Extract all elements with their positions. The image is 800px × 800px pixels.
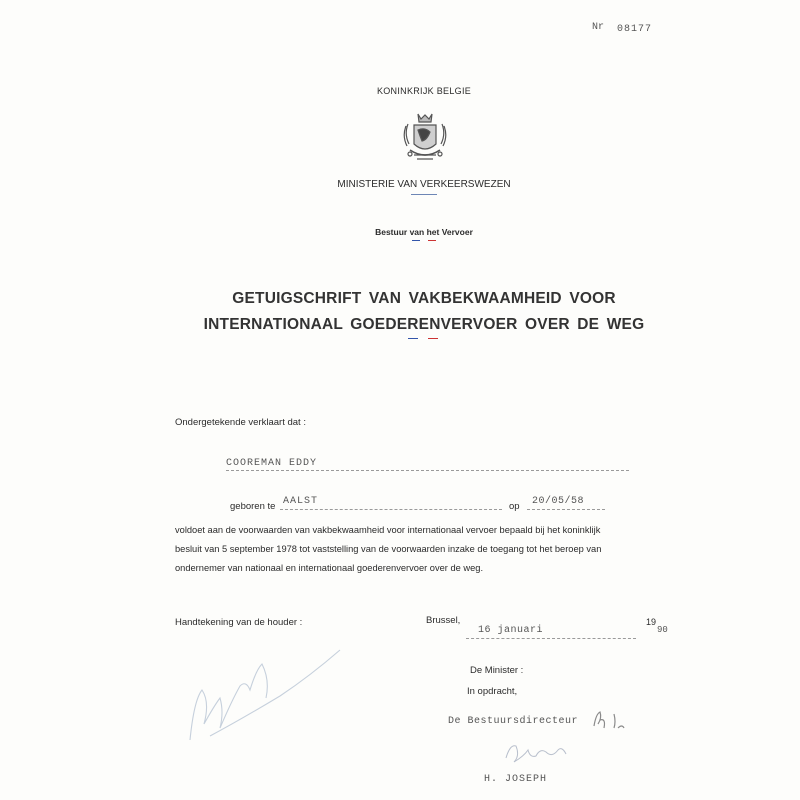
director-signature [500, 736, 570, 770]
date-dotted-line [527, 509, 605, 510]
born-label: geboren te [230, 501, 276, 512]
director-name: H. JOSEPH [484, 774, 548, 785]
holder-name: COOREMAN EDDY [226, 458, 318, 469]
paragraph-line-2: besluit van 5 september 1978 tot vaststelling van de voorwaarden inzake de toegang tot het beroep van [175, 544, 602, 554]
issue-year-suffix: 90 [657, 625, 668, 635]
holder-signature-label: Handtekening van de houder : [175, 617, 303, 628]
administration-underline [412, 240, 436, 241]
issue-date-dotted-line [466, 638, 636, 639]
minister-label: De Minister : [470, 665, 524, 676]
by-order-label: In opdracht, [467, 686, 518, 697]
certificate-number: 08177 [617, 24, 653, 35]
on-label: op [509, 501, 520, 512]
ministry-heading: MINISTERIE VAN VERKEERSWEZEN [337, 179, 511, 190]
birth-date: 20/05/58 [532, 496, 585, 507]
title-underline [408, 338, 438, 339]
place-dotted-line [280, 509, 502, 510]
paragraph-line-3: ondernemer van nationaal en internationaal goederenvervoer over de weg. [175, 563, 484, 573]
issue-year-prefix: 19 [646, 617, 657, 627]
kingdom-heading: KONINKRIJK BELGIE [376, 86, 472, 96]
director-title: De Bestuursdirecteur [448, 716, 579, 727]
declaration-text: Ondergetekende verklaart dat : [175, 417, 306, 428]
conditions-paragraph [175, 521, 683, 578]
certificate-title-line-2: INTERNATIONAAL GOEDERENVERVOER OVER DE WEG [203, 316, 645, 333]
holder-signature [180, 640, 350, 750]
issue-date: 16 januari [478, 625, 544, 636]
name-dotted-line [226, 470, 629, 471]
number-label: Nr [592, 22, 605, 33]
ministry-underline [411, 194, 437, 195]
coat-of-arms-icon [400, 110, 450, 168]
birth-place: AALST [283, 496, 319, 507]
administration-heading: Bestuur van het Vervoer [375, 227, 473, 237]
paragraph-line-1: voldoet aan de voorwaarden van vakbekwaamheid voor internationaal vervoer bepaald bij het koninklijk [175, 525, 601, 535]
director-initials-signature [590, 708, 632, 732]
certificate-title-line-1: GETUIGSCHRIFT VAN VAKBEKWAAMHEID VOOR [232, 290, 616, 307]
issue-city: Brussel, [426, 615, 461, 626]
